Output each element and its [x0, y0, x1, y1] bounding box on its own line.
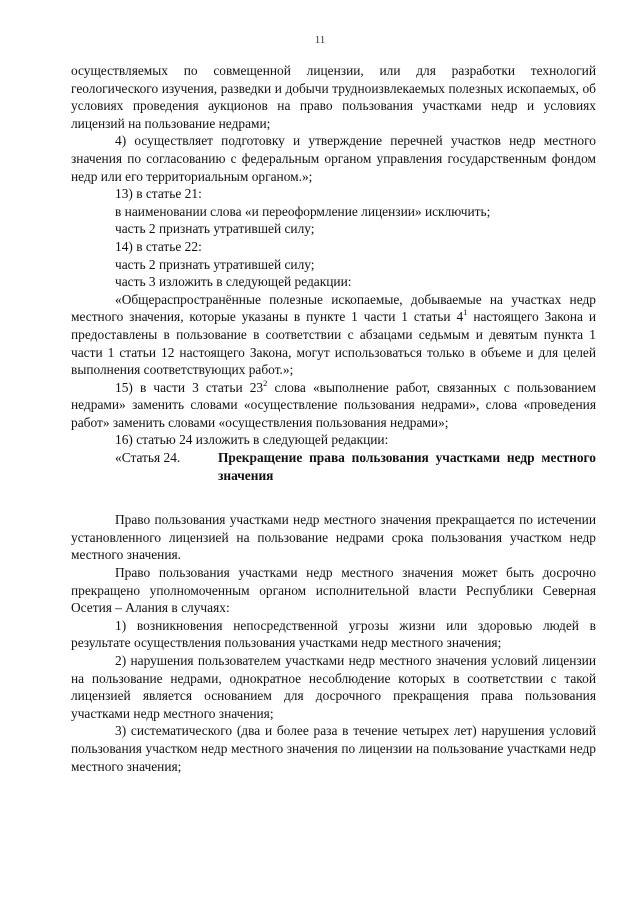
paragraph-item-15: [71, 379, 596, 432]
superscript: 1: [463, 307, 468, 318]
paragraph-continuation: осуществляемых по совмещенной лицензии, или для разработки технологий геологического изучения, разведки и добычи трудноизвлекаемых полезных ископаемых, об условиях проведения аукционов на право пользования участками недр и условиях лицензий на пользование недрами;: [71, 63, 596, 131]
paragraph-item-13: 13) в статье 21:: [115, 186, 202, 202]
text-span: слова «выполнение работ, связанных с пользованием недрами» заменить словами «осуществление пользования недрами», слова «проведения работ» заменить словами «осуществления пользования недрами»;: [71, 379, 596, 430]
paragraph-case-3: 3) систематического (два и более раза в течение четырех лет) нарушения условий пользования участком недр местного значения по лицензии на пользование участками недр местного значения;: [71, 723, 596, 774]
page-number: 11: [314, 34, 326, 46]
paragraph-article-21-name: в наименовании слова «и переоформление лицензии» исключить;: [115, 203, 491, 219]
text-span: «Общераспространённые полезные ископаемые, добываемые на участках недр местного значения, которые указаны в пункте 1 части 1 статьи 4: [71, 291, 596, 325]
paragraph-item-14: 14) в статье 22:: [115, 238, 202, 254]
text-span: настоящего Закона и предоставлены в пользование в соответствии с абзацами седьмым и девятым пункта 1 части 1 статьи 12 настоящего Закона, могут использоваться только в объеме и для целей выполнения соответствующих работ.»;: [71, 309, 596, 378]
paragraph-early-termination: Право пользования участками недр местного значения может быть досрочно прекращено уполномоченным органом исполнительной власти Республики Северная Осетия – Алания в случаях:: [71, 565, 596, 616]
article-heading: [71, 449, 596, 484]
article-title: Прекращение права пользования участками недр местного значения: [218, 450, 596, 483]
paragraph-article-21-part-2: часть 2 признать утратившей силу;: [115, 221, 315, 237]
spacer: [71, 484, 596, 511]
article-number: «Статья 24.: [115, 450, 181, 466]
text-span: 15) в части 3 статьи 23: [115, 379, 264, 395]
document-body: [71, 62, 596, 775]
paragraph-case-2: 2) нарушения пользователем участками недр местного значения условий лицензии на пользование недрами, однократное несоблюдение которых в соответствии с такой лицензией является основанием для досрочного прекращения права пользования участками недр местного значения;: [71, 653, 596, 721]
paragraph-item-16: 16) статью 24 изложить в следующей редакции:: [115, 432, 389, 448]
paragraph-article-22-part-3: часть 3 изложить в следующей редакции:: [115, 274, 352, 290]
paragraph-common-minerals: [71, 291, 596, 379]
paragraph-case-1: 1) возникновения непосредственной угрозы жизни или здоровью людей в результате осуществления пользования участками недр местного значения;: [71, 617, 596, 651]
paragraph-article-22-part-2: часть 2 признать утратившей силу;: [115, 256, 315, 272]
paragraph-item-4: 4) осуществляет подготовку и утверждение перечней участков недр местного значения по согласованию с федеральным органом управления государственным фондом недр или его территориальным органом.»;: [71, 133, 596, 184]
superscript: 2: [263, 377, 268, 388]
paragraph-right-termination: Право пользования участками недр местного значения прекращается по истечении установленного лицензией на пользование недрами срока пользования участком недр местного значения.: [71, 512, 596, 563]
